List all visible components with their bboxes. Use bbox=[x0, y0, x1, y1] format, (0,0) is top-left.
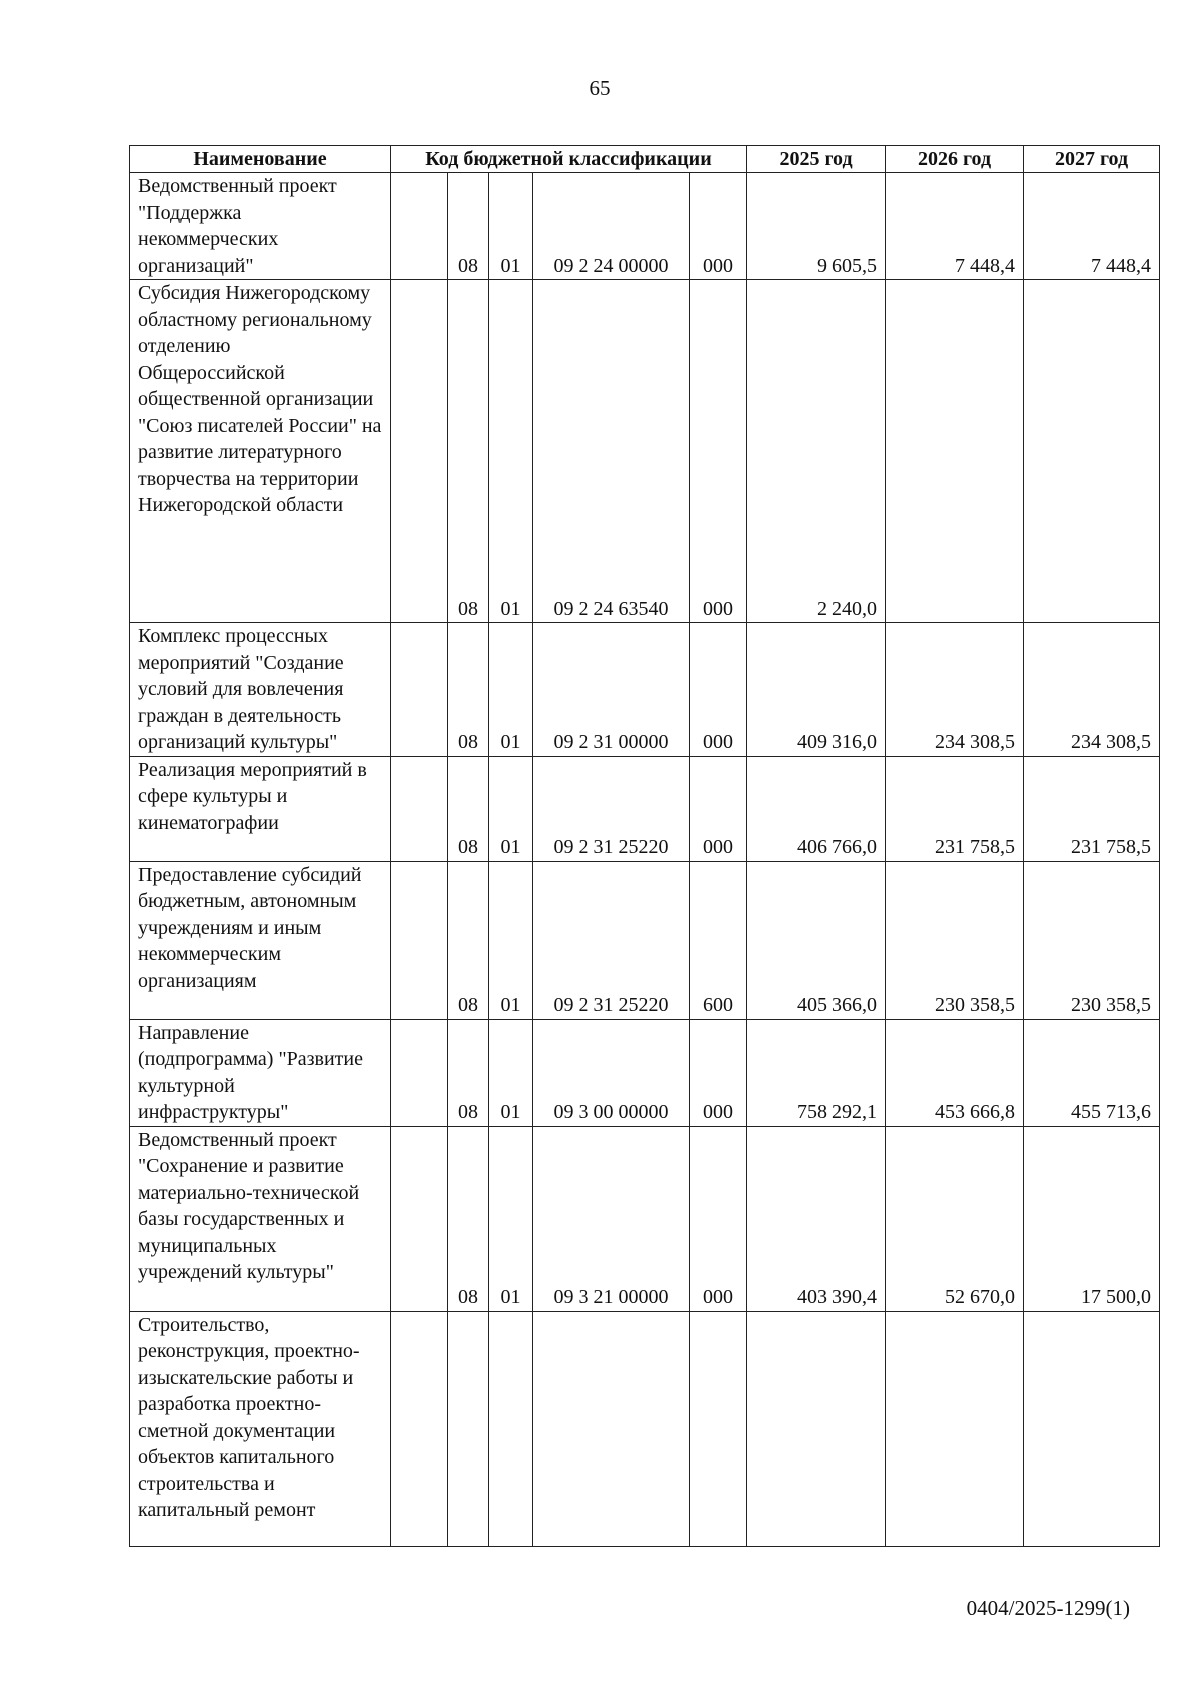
table-row bbox=[130, 173, 1160, 280]
table-row bbox=[130, 1126, 1160, 1311]
row-code-section bbox=[448, 1311, 489, 1546]
row-code-1 bbox=[391, 1019, 448, 1126]
row-code-section: 08 bbox=[448, 861, 489, 1019]
row-value-2025: 406 766,0 bbox=[747, 756, 886, 861]
row-code-section: 08 bbox=[448, 280, 489, 623]
row-code-section: 08 bbox=[448, 173, 489, 280]
row-code-target: 09 3 00 00000 bbox=[533, 1019, 690, 1126]
page-number: 65 bbox=[589, 76, 611, 100]
budget-table bbox=[129, 145, 1160, 1547]
row-value-2026: 7 448,4 bbox=[886, 173, 1024, 280]
header-2027: 2027 год bbox=[1024, 146, 1160, 173]
row-code-expense-type: 600 bbox=[690, 861, 747, 1019]
row-code-expense-type: 000 bbox=[690, 756, 747, 861]
row-value-2027: 17 500,0 bbox=[1024, 1126, 1160, 1311]
row-value-2026: 234 308,5 bbox=[886, 623, 1024, 757]
row-value-2026: 230 358,5 bbox=[886, 861, 1024, 1019]
row-name: Комплекс процессных мероприятий "Создание условий для вовлечения граждан в деятельность организаций культуры" bbox=[130, 623, 391, 757]
row-code-target: 09 2 31 00000 bbox=[533, 623, 690, 757]
row-value-2025: 409 316,0 bbox=[747, 623, 886, 757]
row-code-section: 08 bbox=[448, 623, 489, 757]
row-code-subsection: 01 bbox=[489, 861, 533, 1019]
table-row bbox=[130, 1019, 1160, 1126]
row-value-2025: 758 292,1 bbox=[747, 1019, 886, 1126]
row-code-target: 09 2 24 00000 bbox=[533, 173, 690, 280]
row-value-2026: 52 670,0 bbox=[886, 1126, 1024, 1311]
document-id: 0404/2025-1299(1) bbox=[966, 1596, 1130, 1620]
row-code-target: 09 2 31 25220 bbox=[533, 861, 690, 1019]
table-header-row bbox=[130, 146, 1160, 173]
row-name: Ведомственный проект "Поддержка некоммерческих организаций" bbox=[130, 173, 391, 280]
row-code-1 bbox=[391, 173, 448, 280]
row-value-2027: 234 308,5 bbox=[1024, 623, 1160, 757]
row-name: Реализация мероприятий в сфере культуры и кинематографии bbox=[130, 756, 391, 861]
row-value-2027 bbox=[1024, 1311, 1160, 1546]
row-value-2027 bbox=[1024, 280, 1160, 623]
row-name: Строительство, реконструкция, проектно-изыскательские работы и разработка проектно-сметной документации объектов капитального строительства и капитальный ремонт bbox=[130, 1311, 391, 1546]
row-name: Ведомственный проект "Сохранение и развитие материально-технической базы государственных и муниципальных учреждений культуры" bbox=[130, 1126, 391, 1311]
row-value-2026: 231 758,5 bbox=[886, 756, 1024, 861]
header-code: Код бюджетной классификации bbox=[391, 146, 747, 173]
table-row bbox=[130, 623, 1160, 757]
table-row bbox=[130, 280, 1160, 623]
row-value-2026 bbox=[886, 280, 1024, 623]
row-code-section: 08 bbox=[448, 1126, 489, 1311]
row-name: Направление (подпрограмма) "Развитие культурной инфраструктуры" bbox=[130, 1019, 391, 1126]
row-code-subsection bbox=[489, 1311, 533, 1546]
row-code-target: 09 3 21 00000 bbox=[533, 1126, 690, 1311]
row-value-2027: 455 713,6 bbox=[1024, 1019, 1160, 1126]
table-row bbox=[130, 1311, 1160, 1546]
table-row bbox=[130, 756, 1160, 861]
row-value-2027: 7 448,4 bbox=[1024, 173, 1160, 280]
row-code-1 bbox=[391, 861, 448, 1019]
row-value-2025: 405 366,0 bbox=[747, 861, 886, 1019]
row-code-target: 09 2 24 63540 bbox=[533, 280, 690, 623]
row-value-2025: 9 605,5 bbox=[747, 173, 886, 280]
row-code-subsection: 01 bbox=[489, 756, 533, 861]
row-code-expense-type: 000 bbox=[690, 280, 747, 623]
row-code-section: 08 bbox=[448, 1019, 489, 1126]
row-code-expense-type: 000 bbox=[690, 1019, 747, 1126]
row-code-1 bbox=[391, 1311, 448, 1546]
row-code-expense-type: 000 bbox=[690, 173, 747, 280]
row-code-subsection: 01 bbox=[489, 280, 533, 623]
row-code-expense-type bbox=[690, 1311, 747, 1546]
row-code-1 bbox=[391, 1126, 448, 1311]
row-code-section: 08 bbox=[448, 756, 489, 861]
row-value-2026: 453 666,8 bbox=[886, 1019, 1024, 1126]
row-name: Субсидия Нижегородскому областному региональному отделению Общероссийской общественной организации "Союз писателей России" на развитие литературного творчества на территории Нижегородской области bbox=[130, 280, 391, 623]
row-code-expense-type: 000 bbox=[690, 623, 747, 757]
row-value-2025 bbox=[747, 1311, 886, 1546]
row-code-1 bbox=[391, 756, 448, 861]
row-value-2026 bbox=[886, 1311, 1024, 1546]
row-code-target: 09 2 31 25220 bbox=[533, 756, 690, 861]
row-code-subsection: 01 bbox=[489, 173, 533, 280]
row-code-subsection: 01 bbox=[489, 623, 533, 757]
row-code-target bbox=[533, 1311, 690, 1546]
header-2026: 2026 год bbox=[886, 146, 1024, 173]
header-name: Наименование bbox=[130, 146, 391, 173]
row-code-subsection: 01 bbox=[489, 1019, 533, 1126]
header-2025: 2025 год bbox=[747, 146, 886, 173]
row-value-2025: 2 240,0 bbox=[747, 280, 886, 623]
row-code-1 bbox=[391, 623, 448, 757]
row-value-2027: 230 358,5 bbox=[1024, 861, 1160, 1019]
row-code-1 bbox=[391, 280, 448, 623]
table-row bbox=[130, 861, 1160, 1019]
row-code-subsection: 01 bbox=[489, 1126, 533, 1311]
row-code-expense-type: 000 bbox=[690, 1126, 747, 1311]
row-name: Предоставление субсидий бюджетным, автономным учреждениям и иным некоммерческим организациям bbox=[130, 861, 391, 1019]
row-value-2025: 403 390,4 bbox=[747, 1126, 886, 1311]
row-value-2027: 231 758,5 bbox=[1024, 756, 1160, 861]
